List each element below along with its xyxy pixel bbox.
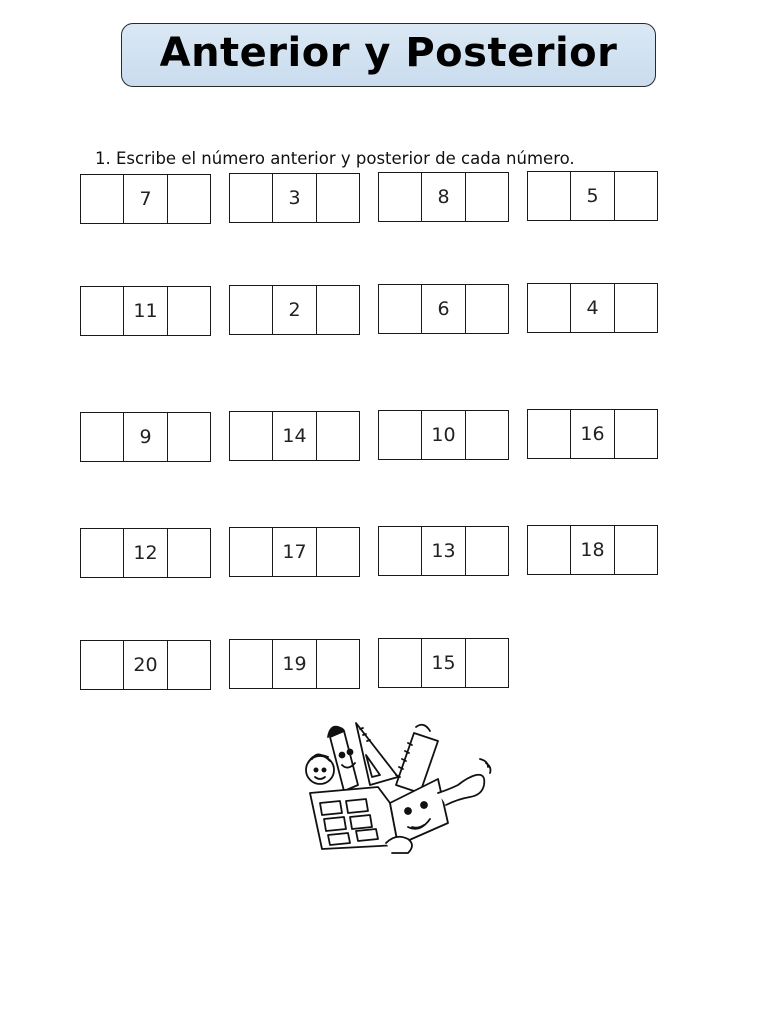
after-answer-box[interactable] <box>614 526 657 574</box>
number-box-group <box>80 286 211 336</box>
number-box-group <box>80 174 211 224</box>
after-answer-box[interactable] <box>167 641 210 689</box>
given-number: 16 <box>570 410 613 458</box>
before-answer-box[interactable] <box>230 412 272 460</box>
after-answer-box[interactable] <box>465 639 508 687</box>
before-answer-box[interactable] <box>379 173 421 221</box>
after-answer-box[interactable] <box>465 411 508 459</box>
after-answer-box[interactable] <box>167 413 210 461</box>
before-answer-box[interactable] <box>528 410 570 458</box>
before-answer-box[interactable] <box>81 175 123 223</box>
after-answer-box[interactable] <box>465 173 508 221</box>
given-number: 18 <box>570 526 613 574</box>
given-number: 8 <box>421 173 464 221</box>
number-box-group <box>378 526 509 576</box>
after-answer-box[interactable] <box>465 285 508 333</box>
before-answer-box[interactable] <box>528 526 570 574</box>
number-box-group <box>80 640 211 690</box>
given-number: 3 <box>272 174 315 222</box>
given-number: 11 <box>123 287 166 335</box>
before-answer-box[interactable] <box>81 641 123 689</box>
given-number: 9 <box>123 413 166 461</box>
number-box-group <box>229 285 360 335</box>
before-answer-box[interactable] <box>379 411 421 459</box>
after-answer-box[interactable] <box>465 527 508 575</box>
number-box-group <box>80 412 211 462</box>
number-box-group <box>378 172 509 222</box>
before-answer-box[interactable] <box>528 172 570 220</box>
given-number: 4 <box>570 284 613 332</box>
number-box-group <box>527 283 658 333</box>
before-answer-box[interactable] <box>230 174 272 222</box>
number-box-group <box>229 173 360 223</box>
number-box-group <box>527 409 658 459</box>
number-box-group <box>378 284 509 334</box>
given-number: 15 <box>421 639 464 687</box>
given-number: 12 <box>123 529 166 577</box>
number-box-group <box>527 171 658 221</box>
given-number: 5 <box>570 172 613 220</box>
given-number: 7 <box>123 175 166 223</box>
before-answer-box[interactable] <box>230 528 272 576</box>
after-answer-box[interactable] <box>316 528 359 576</box>
given-number: 6 <box>421 285 464 333</box>
number-box-group <box>229 527 360 577</box>
number-box-group <box>378 410 509 460</box>
given-number: 10 <box>421 411 464 459</box>
instruction-text: 1. Escribe el número anterior y posterior de cada número. <box>95 149 575 168</box>
before-answer-box[interactable] <box>379 285 421 333</box>
after-answer-box[interactable] <box>167 529 210 577</box>
number-box-group <box>527 525 658 575</box>
before-answer-box[interactable] <box>230 286 272 334</box>
given-number: 19 <box>272 640 315 688</box>
page-title: Anterior y Posterior <box>159 30 618 76</box>
after-answer-box[interactable] <box>614 410 657 458</box>
before-answer-box[interactable] <box>379 527 421 575</box>
before-answer-box[interactable] <box>81 413 123 461</box>
number-box-group <box>80 528 211 578</box>
after-answer-box[interactable] <box>316 640 359 688</box>
before-answer-box[interactable] <box>528 284 570 332</box>
after-answer-box[interactable] <box>316 412 359 460</box>
before-answer-box[interactable] <box>379 639 421 687</box>
after-answer-box[interactable] <box>614 172 657 220</box>
before-answer-box[interactable] <box>230 640 272 688</box>
given-number: 17 <box>272 528 315 576</box>
after-answer-box[interactable] <box>167 287 210 335</box>
given-number: 20 <box>123 641 166 689</box>
cartoon-school-supplies-icon <box>300 715 495 855</box>
title-banner <box>121 23 656 87</box>
after-answer-box[interactable] <box>316 286 359 334</box>
after-answer-box[interactable] <box>167 175 210 223</box>
after-answer-box[interactable] <box>316 174 359 222</box>
given-number: 13 <box>421 527 464 575</box>
number-box-group <box>229 411 360 461</box>
before-answer-box[interactable] <box>81 287 123 335</box>
given-number: 14 <box>272 412 315 460</box>
before-answer-box[interactable] <box>81 529 123 577</box>
number-box-group <box>229 639 360 689</box>
after-answer-box[interactable] <box>614 284 657 332</box>
given-number: 2 <box>272 286 315 334</box>
number-box-group <box>378 638 509 688</box>
